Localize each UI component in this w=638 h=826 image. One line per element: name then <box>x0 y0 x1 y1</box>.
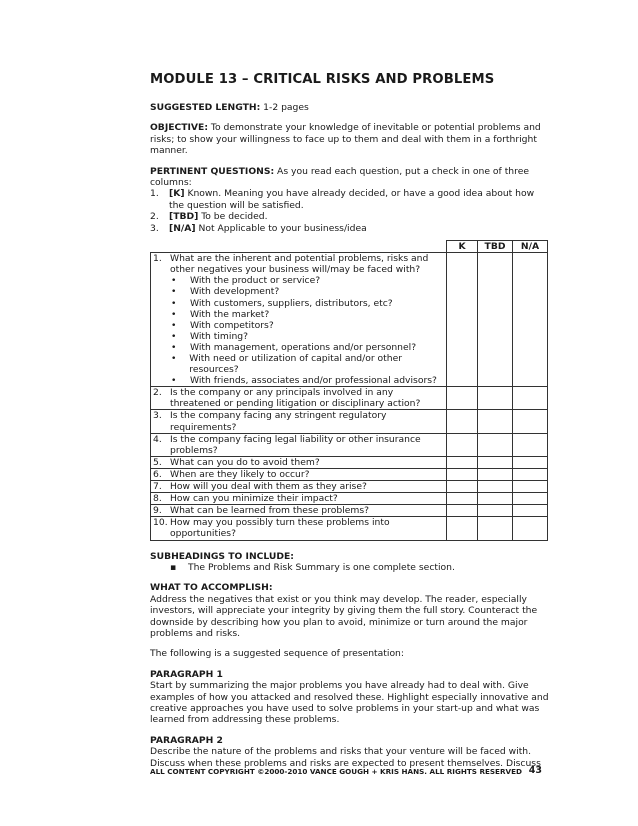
paragraph1-label: PARAGRAPH 1 <box>150 668 223 680</box>
check-cell-tbd[interactable] <box>478 468 513 480</box>
check-cell-na[interactable] <box>513 433 548 456</box>
bullet-item: • With management, operations and/or personnel? <box>171 341 417 353</box>
list-text: To be decided. <box>198 211 268 223</box>
check-cell-k[interactable] <box>447 410 478 433</box>
suggested-length-value: 1-2 pages <box>260 102 309 113</box>
table-row <box>151 410 548 433</box>
question-cell: 7. How will you deal with them as they arise? <box>151 481 447 493</box>
subheadings-label: SUBHEADINGS TO INCLUDE: <box>150 550 294 562</box>
check-cell-na[interactable] <box>513 505 548 517</box>
bullet-item: • With the product or service? <box>171 275 321 287</box>
check-cell-tbd[interactable] <box>478 493 513 505</box>
check-cell-k[interactable] <box>447 433 478 456</box>
list-item <box>150 211 550 222</box>
list-key: [N/A] <box>169 222 196 234</box>
question-cell: 5. What can you do to avoid them? <box>151 456 447 468</box>
list-item <box>150 188 550 211</box>
accomplish-text: Address the negatives that exist or you think may develop. The reader, especially investors, will appreciate your integrity by giving them the full story. Counteract the downside by describing how you plan to avoid, minimize or turn around the major problems and risks. <box>150 593 538 639</box>
question-cell: 9. What can be learned from these problems? <box>151 505 447 517</box>
sequence-text: The following is a suggested sequence of presentation: <box>150 648 404 660</box>
check-cell-k[interactable] <box>447 505 478 517</box>
check-cell-na[interactable] <box>513 517 548 540</box>
check-cell-na[interactable] <box>513 253 548 387</box>
question-cell: 8. How can you minimize their impact? <box>151 493 447 505</box>
check-cell-k[interactable] <box>447 387 478 410</box>
list-item <box>150 223 550 234</box>
list-key: [TBD] <box>169 211 199 223</box>
table-row <box>151 468 548 480</box>
list-key: [K] <box>169 188 185 200</box>
table-row <box>151 493 548 505</box>
pertinent-questions <box>150 166 550 189</box>
paragraph1-text: Start by summarizing the major problems you have already had to deal with. Give examples of how you attacked and resolved these. Highlight especially innovative and creative approaches you have used to solve problems in your start-up and what was learned from addressing these problems. <box>150 680 549 726</box>
check-cell-k[interactable] <box>447 493 478 505</box>
document-page <box>150 72 550 778</box>
pertinent-label: PERTINENT QUESTIONS: <box>150 165 275 177</box>
check-cell-tbd[interactable] <box>478 410 513 433</box>
module-title: MODULE 13 – CRITICAL RISKS AND PROBLEMS <box>150 72 495 87</box>
table-row <box>151 505 548 517</box>
column-legend-list <box>150 188 550 234</box>
subheadings-text: The Problems and Risk Summary is one complete section. <box>188 561 455 573</box>
table-row <box>151 387 548 410</box>
objective <box>150 122 550 156</box>
check-cell-na[interactable] <box>513 481 548 493</box>
suggested-length <box>150 102 550 113</box>
paragraph2-label: PARAGRAPH 2 <box>150 734 223 746</box>
list-number: 3. <box>150 222 159 234</box>
question-cell: 4. Is the company facing legal liability or other insurance problems? <box>151 433 447 456</box>
list-number: 2. <box>150 211 159 223</box>
check-cell-na[interactable] <box>513 410 548 433</box>
table-row <box>151 456 548 468</box>
copyright-text: ALL CONTENT COPYRIGHT ©2000-2010 VANCE GOUGH + KRIS HANS. ALL RIGHTS RESERVED <box>150 767 522 776</box>
question-number: 1. <box>153 253 162 265</box>
header-tbd: TBD <box>478 241 513 253</box>
check-cell-na[interactable] <box>513 387 548 410</box>
check-cell-k[interactable] <box>447 517 478 540</box>
question-text: What are the inherent and potential problems, risks and other negatives your business will/may be faced with? <box>170 253 429 276</box>
question-cell: 2. Is the company or any principals involved in any threatened or pending litigation or disciplinary action? <box>151 387 447 410</box>
question-cell: 3. Is the company facing any stringent regulatory requirements? <box>151 410 447 433</box>
check-cell-k[interactable] <box>447 481 478 493</box>
list-text: Not Applicable to your business/idea <box>195 222 367 234</box>
check-cell-k[interactable] <box>447 456 478 468</box>
check-cell-tbd[interactable] <box>478 456 513 468</box>
table-row <box>151 433 548 456</box>
table-row <box>151 481 548 493</box>
check-cell-tbd[interactable] <box>478 253 513 387</box>
bullet-item: • With competitors? <box>171 319 274 331</box>
bullet-item: • With need or utilization of capital and/or other resources? <box>171 353 403 376</box>
table-row <box>151 253 548 387</box>
question-cell <box>151 253 447 387</box>
header-k: K <box>447 241 478 253</box>
pertinent-text: As you read each question, put a check in one of three columns: <box>150 165 530 189</box>
table-header-row <box>151 241 548 253</box>
check-cell-tbd[interactable] <box>478 481 513 493</box>
check-cell-tbd[interactable] <box>478 517 513 540</box>
bullet-item: • With timing? <box>171 330 248 342</box>
check-cell-na[interactable] <box>513 468 548 480</box>
bullet-item: • With the market? <box>171 308 270 320</box>
subheadings-bullet: ▪ The Problems and Risk Summary is one complete section. <box>170 561 455 573</box>
question-cell: 10. How may you possibly turn these problems into opportunities? <box>151 517 447 540</box>
check-cell-tbd[interactable] <box>478 387 513 410</box>
check-cell-na[interactable] <box>513 456 548 468</box>
accomplish-label: WHAT TO ACCOMPLISH: <box>150 582 273 594</box>
bullet-item: • With customers, suppliers, distributors, etc? <box>171 297 393 309</box>
check-cell-tbd[interactable] <box>478 505 513 517</box>
check-cell-tbd[interactable] <box>478 433 513 456</box>
table-row <box>151 517 548 540</box>
objective-text: To demonstrate your knowledge of inevitable or potential problems and risks; to show your willingness to face up to them and deal with them in a forthright manner. <box>150 122 541 157</box>
header-blank <box>151 241 447 253</box>
list-number: 1. <box>150 188 159 200</box>
list-text: Known. Meaning you have already decided, or have a good idea about how the question will be satisfied. <box>169 188 535 211</box>
questions-table <box>150 240 548 540</box>
paragraph2-text: Describe the nature of the problems and risks that your venture will be faced with. Discuss when these problems and risks are expected to present themselves. Discuss <box>150 746 541 769</box>
question-cell: 6. When are they likely to occur? <box>151 468 447 480</box>
bullet-item: • With friends, associates and/or professional advisors? <box>171 375 437 387</box>
check-cell-k[interactable] <box>447 468 478 480</box>
objective-label: OBJECTIVE: <box>150 122 208 134</box>
check-cell-na[interactable] <box>513 493 548 505</box>
page-footer <box>150 767 542 776</box>
check-cell-k[interactable] <box>447 253 478 387</box>
suggested-length-label: SUGGESTED LENGTH: <box>150 102 261 113</box>
header-na: N/A <box>513 241 548 253</box>
bullet-item: • With development? <box>171 286 280 298</box>
page-number: 43 <box>528 765 542 776</box>
